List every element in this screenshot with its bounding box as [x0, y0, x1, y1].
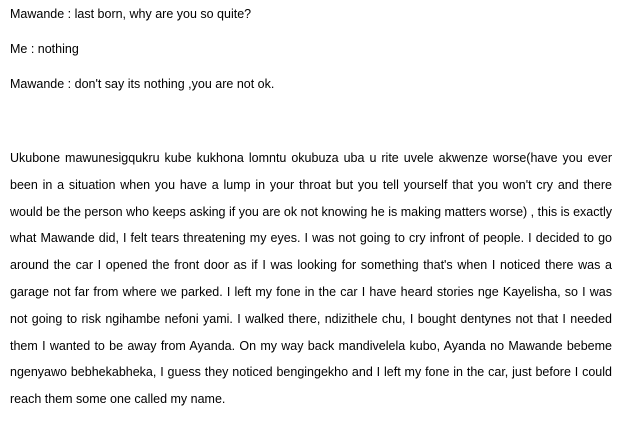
dialogue-line-mawande-question: Mawande : last born, why are you so quite? [10, 7, 252, 21]
narrative-paragraph: Ukubone mawunesigqukru kube kukhona lomntu okubuza uba u rite uvele akwenze worse(have you ever been in a situation when you have a lump in your throat but you tell yourself that you won't cry and there would be the person who keeps asking if you are ok not knowing he is making matters worse) , this is exactly what Mawande did, I felt tears threatening my eyes. I was not going to cry infront of people. I decided to go around the car I opened the front door as if I was looking for something that's when I noticed there was a garage not far from where we parked. I left my fone in the car I have heard stories nge Kayelisha, so I was not going to risk ngihambe nefoni yami. I walked there, ndizithele chu, I bought dentynes not that I needed them I wanted to be away from Ayanda. On my way back mandivelela kubo, Ayanda no Mawande bebeme ngenyawo bebhekabheka, I guess they noticed bengingekho and I left my fone in the car, just before I could reach them some one called my name. [10, 151, 612, 407]
dialogue-line-mawande-response: Mawande : don't say its nothing ,you are not ok. [10, 77, 275, 91]
dialogue-line-me-reply: Me : nothing [10, 42, 79, 56]
